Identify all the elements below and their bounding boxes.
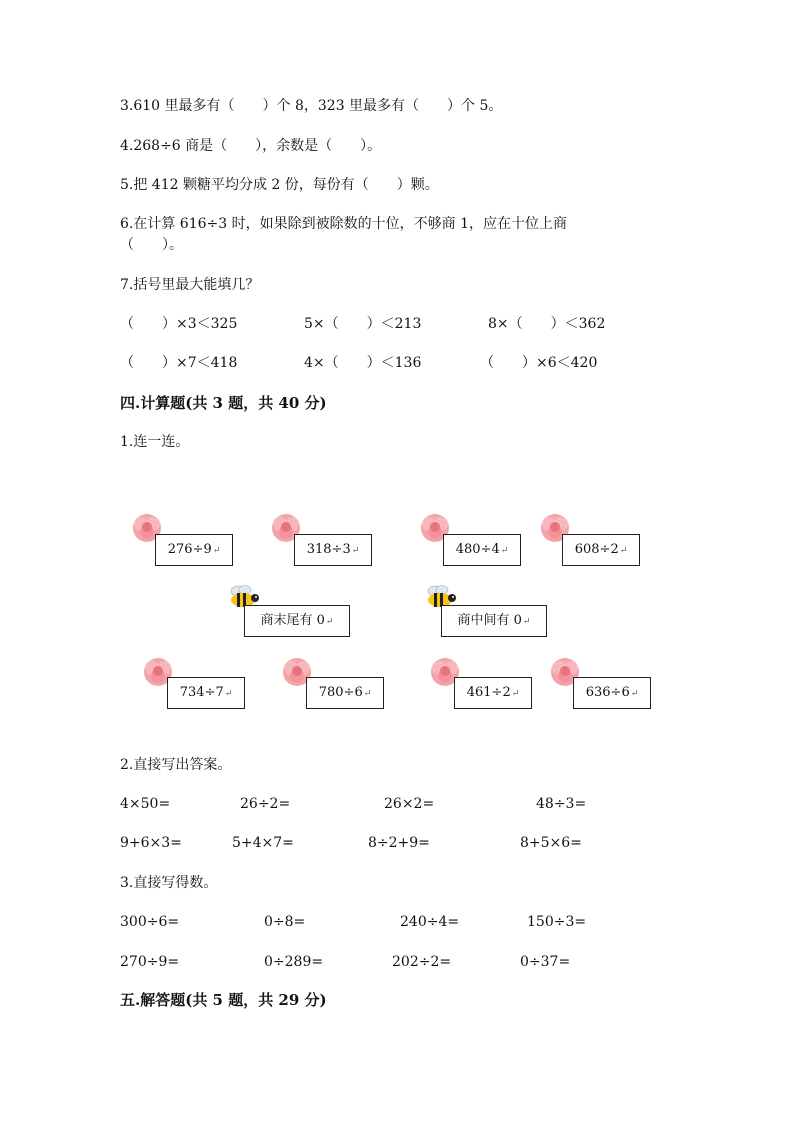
question-7: 7.括号里最大能填几？ bbox=[120, 277, 260, 293]
expression: 8÷2+9= bbox=[368, 835, 430, 851]
section-5-title: 五.解答题(共 5 题，共 29 分) bbox=[120, 991, 327, 1009]
expression: 150÷3= bbox=[527, 914, 587, 930]
q3-title: 3.直接写得数。 bbox=[120, 875, 218, 891]
match-box[interactable]: 636÷6↵ bbox=[573, 677, 651, 709]
expression: 4×50= bbox=[120, 796, 171, 812]
match-box-category[interactable]: 商中间有 0↵ bbox=[441, 605, 547, 637]
expression: 270÷9= bbox=[120, 954, 180, 970]
match-box[interactable]: 461÷2↵ bbox=[454, 677, 532, 709]
question-5: 5.把 412 颗糖平均分成 2 份，每份有（ ）颗。 bbox=[120, 177, 439, 193]
expression: 0÷289= bbox=[264, 954, 324, 970]
expression: 300÷6= bbox=[120, 914, 180, 930]
expression: 8+5×6= bbox=[520, 835, 582, 851]
q1-title: 1.连一连。 bbox=[120, 434, 190, 450]
expression: 202÷2= bbox=[392, 954, 452, 970]
fill-item: 8×（ ）＜362 bbox=[488, 316, 606, 332]
match-box[interactable]: 318÷3↵ bbox=[294, 534, 372, 566]
question-3: 3.610 里最多有（ ）个 8，323 里最多有（ ）个 5。 bbox=[120, 98, 503, 114]
fill-item: （ ）×7＜418 bbox=[120, 355, 238, 371]
fill-item: 5×（ ）＜213 bbox=[304, 316, 422, 332]
question-4: 4.268÷6 商是（ ），余数是（ ）。 bbox=[120, 138, 382, 154]
expression: 26÷2= bbox=[240, 796, 291, 812]
fill-item: （ ）×3＜325 bbox=[120, 316, 238, 332]
match-box[interactable]: 480÷4↵ bbox=[443, 534, 521, 566]
expression: 48÷3= bbox=[536, 796, 587, 812]
question-6-continued: （ ）。 bbox=[120, 237, 183, 253]
fill-item: （ ）×6＜420 bbox=[480, 355, 598, 371]
match-box[interactable]: 780÷6↵ bbox=[306, 677, 384, 709]
q2-title: 2.直接写出答案。 bbox=[120, 757, 232, 773]
section-4-title: 四.计算题(共 3 题，共 40 分) bbox=[120, 394, 327, 412]
match-box-category[interactable]: 商末尾有 0↵ bbox=[244, 605, 350, 637]
match-box[interactable]: 608÷2↵ bbox=[562, 534, 640, 566]
expression: 5+4×7= bbox=[232, 835, 294, 851]
match-box[interactable]: 734÷7↵ bbox=[167, 677, 245, 709]
expression: 26×2= bbox=[384, 796, 435, 812]
question-6: 6.在计算 616÷3 时，如果除到被除数的十位，不够商 1，应在十位上商 bbox=[120, 216, 567, 232]
expression: 0÷8= bbox=[264, 914, 306, 930]
match-box[interactable]: 276÷9↵ bbox=[155, 534, 233, 566]
expression: 240÷4= bbox=[400, 914, 460, 930]
fill-item: 4×（ ）＜136 bbox=[304, 355, 422, 371]
expression: 0÷37= bbox=[520, 954, 571, 970]
expression: 9+6×3= bbox=[120, 835, 182, 851]
